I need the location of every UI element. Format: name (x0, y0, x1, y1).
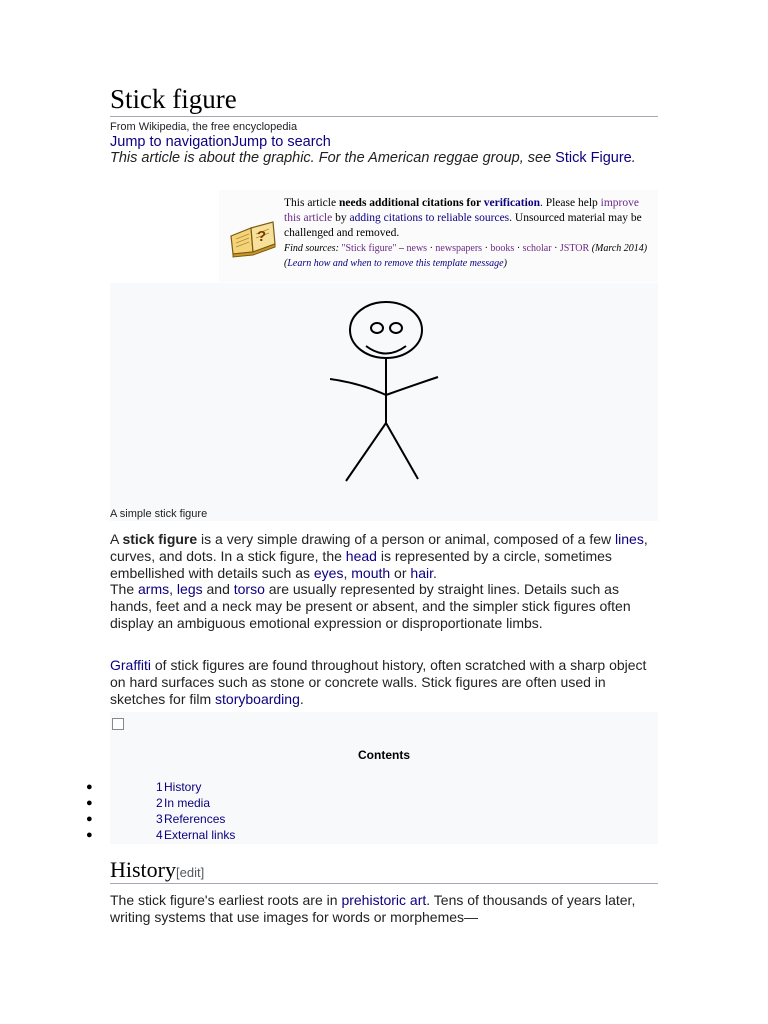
storyboarding-link[interactable]: storyboarding (215, 690, 300, 707)
toc-toggle-checkbox[interactable] (112, 718, 124, 730)
improve-article-link[interactable]: improve this article (284, 197, 639, 224)
hair-link[interactable]: hair (410, 564, 433, 581)
verification-link[interactable]: verification (483, 197, 540, 209)
hatnote: This article is about the graphic. For the American reggae group, see Stick Figure. (110, 150, 636, 166)
citation-notice-box (219, 190, 658, 282)
arms-link[interactable]: arms (138, 581, 170, 598)
book-question-icon (227, 214, 279, 258)
page-title: Stick figure (110, 84, 237, 114)
history-divider (110, 883, 658, 884)
figure-caption: A simple stick figure (110, 508, 208, 520)
jump-links (110, 134, 331, 150)
toc-title: Contents (358, 748, 410, 762)
graffiti-link[interactable]: Graffiti (110, 657, 151, 673)
graffiti-paragraph: Graffiti of stick figures are found throughout history, often scratched with a sharp object on hard surfaces such as stone or concrete walls. Stick figures are often used in sketches for film storyboarding. (110, 657, 647, 707)
citation-notice-text: This article needs additional citations for verification. Please help improve this article by adding citations to reliable sources. Unsourced material may be challenged and removed. Find sources: "Stick figure" – news · newspapers · books · scholar · JSTOR (March 2014) (Learn how and when to remove this template message) (284, 197, 648, 269)
svg-text:?: ? (257, 228, 267, 245)
torso-link[interactable]: torso (233, 581, 265, 598)
history-edit-link[interactable]: [edit] (176, 865, 205, 880)
jump-to-navigation-link[interactable]: Jump to navigation (110, 134, 232, 150)
source-books-link[interactable]: books (490, 243, 515, 254)
source-news-link[interactable]: news (406, 243, 428, 254)
source-scholar-link[interactable]: scholar (522, 243, 552, 254)
lines-link[interactable]: lines (615, 531, 644, 547)
history-heading: History[edit] (110, 857, 205, 882)
stick-figure-drawing (330, 301, 450, 491)
site-tagline: From Wikipedia, the free encyclopedia (110, 121, 298, 133)
source-jstor-link[interactable]: JSTOR (559, 243, 590, 254)
stick-figure-band-link[interactable]: Stick Figure (555, 150, 632, 166)
eyes-link[interactable]: eyes (313, 564, 344, 581)
intro-paragraph: A stick figure is a very simple drawing of a person or animal, composed of a few lines, curves, and dots. In a stick figure, the head is represented by a circle, sometimes embellished with details such as eyes, mouth or hair. The arms, legs and torso are usually represented by straight lines. Details such as hands, feet and a neck may be present or absent, and the simpler stick figures often display an ambiguous emotional expression or disproportionate limbs. (110, 531, 648, 631)
title-divider (110, 116, 658, 117)
learn-remove-template-link[interactable]: Learn how and when to remove this template message (287, 258, 504, 269)
mouth-link[interactable]: mouth (351, 564, 391, 581)
adding-citations-link[interactable]: adding citations to reliable sources (349, 212, 510, 224)
stick-figure-image-panel (110, 283, 658, 521)
legs-link[interactable]: legs (176, 581, 203, 598)
history-paragraph: The stick figure's earliest roots are in prehistoric art. Tens of thousands of years later, writing systems that use images for words or morphemes— (110, 892, 636, 925)
head-link[interactable]: head (345, 547, 377, 564)
jump-to-search-link[interactable]: Jump to search (231, 134, 331, 150)
source-newspapers-link[interactable]: newspapers (435, 243, 483, 254)
find-sources-query-link[interactable]: "Stick figure" (341, 243, 397, 254)
table-of-contents: Contents ● 1 History ● 2 In media ● 3 References ● 4 External links (110, 712, 658, 844)
prehistoric-art-link[interactable]: prehistoric art (341, 892, 427, 908)
